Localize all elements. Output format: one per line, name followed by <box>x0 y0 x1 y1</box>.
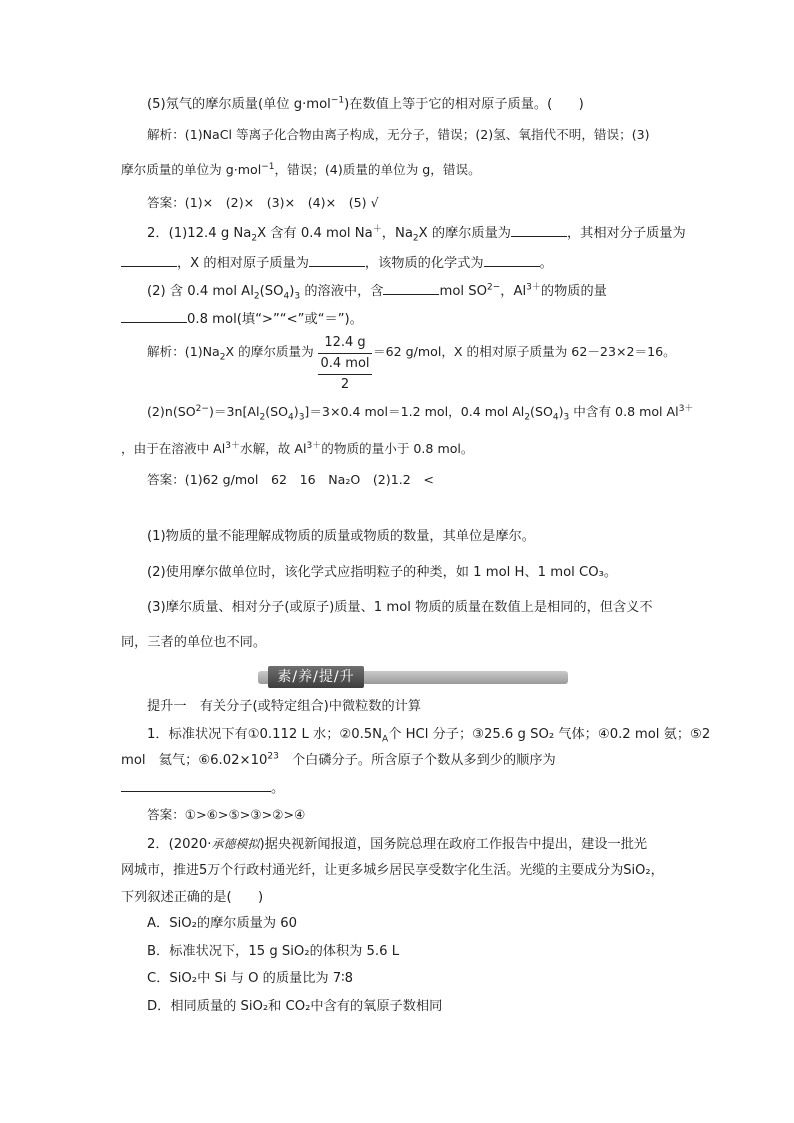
q2-p2-c: 。 <box>539 256 553 271</box>
problem-1-line-3 <box>121 778 284 798</box>
answer-3: 答案：①>⑥>⑤>③>②>④ <box>147 807 306 822</box>
q2-p1-d: X 的摩尔质量为 <box>418 226 511 241</box>
exp2-pre-a: 解析：(1)Na <box>147 344 220 359</box>
exp2-l2-a: (2)n(SO <box>147 404 196 419</box>
exp2-l2-f: (SO <box>530 404 553 419</box>
answer-1: 答案：(1)× (2)× (3)× (4)× (5) √ <box>147 195 379 210</box>
explanation-1-line-2b: ，错误；(4)质量的单位为 g，错误。 <box>274 162 481 177</box>
question-2-line-2 <box>121 253 553 273</box>
option-c[interactable]: C．SiO₂中 Si 与 O 的质量比为 7∶8 <box>147 971 353 986</box>
q2-p3-sup-b: 3＋ <box>526 282 541 293</box>
q2-sub: 2 <box>251 233 258 244</box>
blank-relative-molecular-mass[interactable] <box>121 253 177 267</box>
q2-p3-d: 的溶液中，含 <box>300 284 384 299</box>
q2-p3-sup-a: 2− <box>487 282 501 293</box>
exp2-l2-sub3b: 3 <box>563 412 570 423</box>
q2-p3-sub2: 2 <box>253 291 260 302</box>
exp2-l2-sub4b: 4 <box>552 412 559 423</box>
option-b[interactable]: B．标准状况下，15 g SiO₂的体积为 5.6 L <box>147 944 400 959</box>
exp2-sub: 2 <box>219 352 226 363</box>
q2-p3-f: ，Al <box>500 284 527 299</box>
exp2-l2-sub3: 3 <box>298 412 305 423</box>
q2-sup: ＋ <box>372 224 382 235</box>
q2-p3-sub4: 4 <box>283 291 290 302</box>
problem-2-line-2: 网城市，推进5万个行政村通光纤，让更多城乡居民享受数字化生活。光缆的主要成分为SiO₂， <box>121 863 664 878</box>
problem-1-line-2 <box>121 752 556 770</box>
section-banner <box>258 666 568 688</box>
explanation-1-line-2 <box>121 161 481 179</box>
p2-source: 承德模拟 <box>211 837 260 851</box>
q1-5-text-a: (5)氖气的摩尔质量(单位 g·mol <box>147 97 331 112</box>
fraction-numerator: 12.4 g <box>324 335 366 350</box>
note-1: (1)物质的量不能理解成物质的质量或物质的数量，其单位是摩尔。 <box>147 529 535 544</box>
exp2-l2-sub4: 4 <box>288 412 294 423</box>
q2-p1-c: ，Na <box>381 226 413 241</box>
q2-p1-a: 2．(1)12.4 g Na <box>147 226 252 241</box>
explanation-2-line-1-post: ＝62 g/mol，X 的相对原子质量为 62－23×2＝16。 <box>373 344 676 359</box>
explanation-2-line-1 <box>147 343 314 361</box>
question-2-line-4 <box>121 309 363 329</box>
question-2-line-3 <box>147 281 607 301</box>
q2-p3-sub3: 3 <box>294 291 301 302</box>
q2-p3-a: (2) 含 0.4 mol Al <box>147 284 254 299</box>
q2-p4-a: 0.8 mol(填“>”“<”或“＝”)。 <box>187 312 363 327</box>
answer-2: 答案：(1)62 g/mol 62 16 Na₂O (2)1.2 < <box>147 472 434 487</box>
p1-l1-a: 1．标准状况下有①0.112 L 水；②0.5N <box>147 727 383 742</box>
blank-sulfate-amount[interactable] <box>383 281 439 295</box>
exp2-l2-e: ]＝3×0.4 mol＝1.2 mol，0.4 mol Al <box>304 404 525 419</box>
q2-p3-g: 的物质的量 <box>540 284 607 299</box>
exp2-l2-sub2: 2 <box>259 412 266 423</box>
fraction-denominator-1: 0.4 mol <box>320 356 370 371</box>
exp2-l2-sup3: 3＋ <box>678 403 694 414</box>
explanation-2-line-2 <box>147 403 693 421</box>
q1-5-text-b: )在数值上等于它的相对原子质量。( ) <box>344 97 584 112</box>
blank-molar-mass[interactable] <box>511 223 567 237</box>
exp2-l3-sup: 3＋ <box>225 440 241 451</box>
fraction-bar <box>318 353 372 354</box>
p1-l1-b: 个 HCl 分子；③25.6 g SO₂ 气体；④0.2 mol 氨；⑤2 <box>388 727 711 742</box>
option-a[interactable]: A．SiO₂的摩尔质量为 60 <box>147 916 298 931</box>
exp2-l3-c: 的物质的量小于 0.8 mol。 <box>321 441 474 456</box>
note-3: (3)摩尔质量、相对分子(或原子)质量、1 mol 物质的质量在数值上是相同的，但含义不 <box>147 600 653 615</box>
p2-l1-a: 2．(2020· <box>147 837 212 852</box>
exp2-l2-h: 中含有 0.8 mol Al <box>569 404 679 419</box>
fraction-sub-bar <box>318 374 372 375</box>
q2-p3-b: (SO <box>259 284 284 299</box>
q2-p3-c: ) <box>289 284 295 299</box>
q2-sub-2: 2 <box>412 233 419 244</box>
blank-order[interactable] <box>121 778 271 792</box>
explanation-1-line-1: 解析：(1)NaCl 等离子化合物由离子构成，无分子，错误；(2)氢、氧指代不明，错误；(3) <box>147 127 650 142</box>
p1-l3: 。 <box>271 781 285 796</box>
p2-l1-b: )据央视新闻报道，国务院总理在政府工作报告中提出，建设一批光 <box>259 837 648 852</box>
q1-5-sup: −1 <box>330 95 345 106</box>
exp2-l2-sup: 2− <box>195 403 209 414</box>
section-heading: 提升一 有关分子(或特定组合)中微粒数的计算 <box>147 699 422 714</box>
note-3-cont: 同，三者的单位也不同。 <box>121 635 267 650</box>
problem-2-line-1 <box>147 835 647 854</box>
fraction-denominator-2: 2 <box>340 377 350 392</box>
explanation-1-line-2a: 摩尔质量的单位为 g·mol <box>121 162 262 177</box>
question-2-line-1 <box>147 223 686 243</box>
explanation-2-line-3 <box>121 440 474 458</box>
option-d[interactable]: D．相同质量的 SiO₂和 CO₂中含有的氧原子数相同 <box>147 999 443 1014</box>
note-2: (2)使用摩尔做单位时，该化学式应指明粒子的种类，如 1 mol H、1 mol CO₃。 <box>147 565 618 580</box>
explanation-1-sup: −1 <box>261 161 275 172</box>
problem-2-line-3: 下列叙述正确的是( ) <box>121 890 264 905</box>
exp2-l3-b: 水解，故 Al <box>240 441 307 456</box>
exp2-l3-a: ，由于在溶液中 Al <box>121 441 226 456</box>
exp2-l2-d: ) <box>293 404 299 419</box>
p1-l2-b: 个白磷分子。所含原子个数从多到少的顺序为 <box>278 753 556 768</box>
problem-1-line-1 <box>147 726 710 744</box>
q2-p3-e: mol SO <box>439 284 487 299</box>
banner-label: 素/养/提/升 <box>268 666 364 688</box>
blank-compare[interactable] <box>121 309 187 323</box>
q2-p1-b: X 含有 0.4 mol Na <box>257 226 373 241</box>
q2-p1-e: ，其相对分子质量为 <box>567 226 686 241</box>
blank-chemical-formula[interactable] <box>484 253 540 267</box>
exp2-l2-sub2b: 2 <box>524 412 531 423</box>
question-1-item-5 <box>147 96 584 114</box>
p1-l2-a: mol 氦气；⑥6.02×10 <box>121 753 268 768</box>
exp2-l3-sup-b: 3＋ <box>306 440 322 451</box>
exp2-l2-c: (SO <box>265 404 289 419</box>
p1-sup-23: 23 <box>267 751 279 762</box>
exp2-pre-b: X 的摩尔质量为 <box>225 344 314 359</box>
exp2-l2-g: ) <box>558 404 564 419</box>
q2-p2-b: ，该物质的化学式为 <box>364 256 484 271</box>
q2-p2-a: ，X 的相对原子质量为 <box>177 256 309 271</box>
p1-sub-a: A <box>382 734 389 745</box>
blank-relative-atomic-mass[interactable] <box>309 253 365 267</box>
exp2-l2-b: )＝3n[Al <box>208 404 260 419</box>
